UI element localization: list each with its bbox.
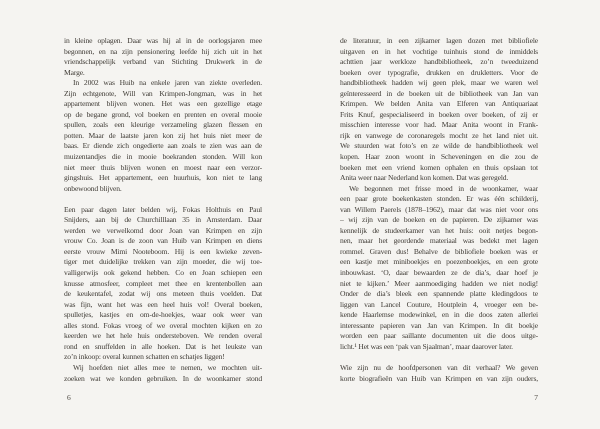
text-line: gingshuis. Het appartement, een huurhuis, kon niet te lang xyxy=(64,173,262,183)
page-right-lines xyxy=(340,36,538,384)
text-line: Een paar dagen later belden wij, Fokas Holthuis en Paul xyxy=(64,204,262,214)
text-line: baas. Er diende zich ongedierte aan zoals te zien was aan de xyxy=(64,141,262,151)
blank-line xyxy=(64,194,262,205)
text-line: spullen, zoals een kleurige verzameling glazen flessen en xyxy=(64,120,262,130)
text-line: boeken met een vriend komen ophalen en thuis opslaan tot xyxy=(340,162,538,172)
text-line: begonnen, en na zijn pensionering leefde hij zich uit in het xyxy=(64,46,262,56)
text-line: een kastje met miniboekjes en poezenboekjes, en een grote xyxy=(340,257,538,267)
text-line: misschien interesse voor had. Maar Anita woont in Frank- xyxy=(340,120,538,130)
text-line: nen, maar het geordende materiaal was bedekt met lagen xyxy=(340,236,538,246)
text-line: uitgaven en in het vochtige tuinhuis stond de inmiddels xyxy=(340,46,538,56)
text-line: niet te kijken.’ Meer aanmoediging hadden we niet nodig! xyxy=(340,278,538,288)
text-line: knusse atmosfeer, compleet met thee en krentenbollen aan xyxy=(64,278,262,288)
text-line: was fijn, want het was een heel huis vol! Overal boeken, xyxy=(64,299,262,309)
text-line: spulletjes, kastjes en om-de-hoekjes, waar ook weer van xyxy=(64,310,262,320)
text-line: licht.¹ Het was een ‘pak van Sjaalman’, maar daarover later. xyxy=(340,341,513,351)
blank-line xyxy=(340,352,538,363)
text-line: Frits Knuf, gespecialiseerd in boeken over boeken, of zij er xyxy=(340,109,538,119)
text-line: Anita weer naar Nederland kon komen. Dat was geregeld. xyxy=(340,173,509,183)
text-line: rond en snuffelden in alle hoeken. Dat is het leukste van xyxy=(64,341,262,351)
text-line: de literatuur, in een zijkamer lagen dozen met bibliofiele xyxy=(340,36,538,45)
text-line: Marge. xyxy=(64,67,85,77)
text-line: geïnteresseerd in de boeken uit de bibliotheek van Jan van xyxy=(340,88,538,98)
text-line: werden we verwelkomd door Joan van Krimpen en zijn xyxy=(64,225,262,235)
text-line: potten. Maar de laatste jaren kon zij het huis niet meer de xyxy=(64,130,262,140)
text-line: Wij hoefden niet alles mee te nemen, we mochten uit- xyxy=(73,362,262,372)
text-line: eerste vrouw Mimi Nooteboom. Hij is een kwieke zeven- xyxy=(64,246,262,256)
text-line: vriendschappelijk verband van Stichting Drukwerk in de xyxy=(64,57,262,67)
text-line: Zijn echtgenote, Will van Krimpen-Jongman, was in het xyxy=(64,88,262,98)
text-line: handbibliotheek hadden wij geen plek, maar we waren wel xyxy=(340,78,538,88)
text-line: worden een paar saillante documenten uit die doos uitge- xyxy=(340,331,538,341)
text-line: in kleine oplagen. Daar was hij al in de oorlogsjaren mee xyxy=(64,36,262,45)
text-line: Wie zijn nu de hoofdpersonen van dit verhaal? We geven xyxy=(340,362,538,372)
text-line: inbouwkast. ‘O, daar bewaarden ze de dia’s, daar hoef je xyxy=(340,268,538,278)
text-line: boeken over typografie, drukken en drukletters. Voor de xyxy=(340,67,538,77)
text-line: In 2002 was Huib na enkele jaren van ziekte overleden. xyxy=(73,78,262,88)
text-line: vrouw Co. Joan is de zoon van Huib van Krimpen en diens xyxy=(64,236,262,246)
text-line: zoeken wat we konden gebruiken. In de woonkamer stond xyxy=(64,373,262,383)
text-line: Krimpen. We belden Anita van Elferen van Antiquariaat xyxy=(340,99,538,109)
text-line: interessante papieren van Jan van Krimpen. In dit boekje xyxy=(340,320,538,330)
text-line: onbewoond blijven. xyxy=(64,183,122,193)
text-line: liggen van Lancel Couture, Houtplein 4, vroeger een be- xyxy=(340,299,538,309)
page-left-lines xyxy=(64,36,262,384)
text-line: achttien jaar werkloze handbibliotheek, zo’n tweeduizend xyxy=(340,57,538,67)
text-line: zo’n inkoop: overal kunnen schatten en schatjes liggen! xyxy=(64,352,225,362)
text-line: op de begane grond, vol boeken en prenten en overal mooie xyxy=(64,109,262,119)
text-line: kende Haarlemse modewinkel, en in die doos zaten allerlei xyxy=(340,310,538,320)
text-line: We stuurden wat foto’s en ze wilde de handbibliotheek wel xyxy=(340,141,538,151)
text-line: rijk en vanwege de coronaregels mocht ze het land niet uit. xyxy=(340,130,538,140)
text-line: kopen. Haar zoon woont in Scheveningen en die zou de xyxy=(340,152,538,162)
page-number-left: 6 xyxy=(67,393,71,402)
text-line: appartement blijven wonen. Het was een gezellige etage xyxy=(64,99,262,109)
text-line: muizentandjes die in mooie boekranden stonden. Will kon xyxy=(64,152,262,162)
text-line: keerden we het hele huis ondersteboven. We renden overal xyxy=(64,331,262,341)
text-line: kennelijk de studeerkamer van het huis: ooit netjes begon- xyxy=(340,225,538,235)
text-line: valligerwijs ook gekend hebben. Co en Joan schiepen een xyxy=(64,268,262,278)
text-line: korte biografieën van Huib van Krimpen en van zijn ouders, xyxy=(340,373,538,383)
text-line: Snijders, aan bij de Churchilllaan 35 in Amsterdam. Daar xyxy=(64,215,262,225)
text-line: een paar grote boekenkasten stonden. Er was één schilderij, xyxy=(340,194,538,204)
text-line: – wij zijn van de boeken en de papieren. De zijkamer was xyxy=(340,215,538,225)
text-line: niet meer thuis blijven wonen en moest naar een verzor- xyxy=(64,162,262,172)
text-line: Onder de dia’s bleek een spannende platte kledingdoos te xyxy=(340,289,538,299)
text-line: tiger met duidelijke trekken van zijn moeder, die wij toe- xyxy=(64,257,262,267)
text-line: We begonnen met frisse moed in de woonkamer, waar xyxy=(349,183,538,193)
text-line: rommel. Graven dus! Behalve de bibliofiele boeken was er xyxy=(340,246,538,256)
text-line: de keukentafel, zodat wij ons meteen thuis voelden. Dat xyxy=(64,289,262,299)
page-number-right: 7 xyxy=(534,393,538,402)
text-line: alles stond. Fokas vroeg of we overal mochten kijken en zo xyxy=(64,320,262,330)
text-line: van Willem Paerels (1878–1962), maar dat was niet voor ons xyxy=(340,204,538,214)
